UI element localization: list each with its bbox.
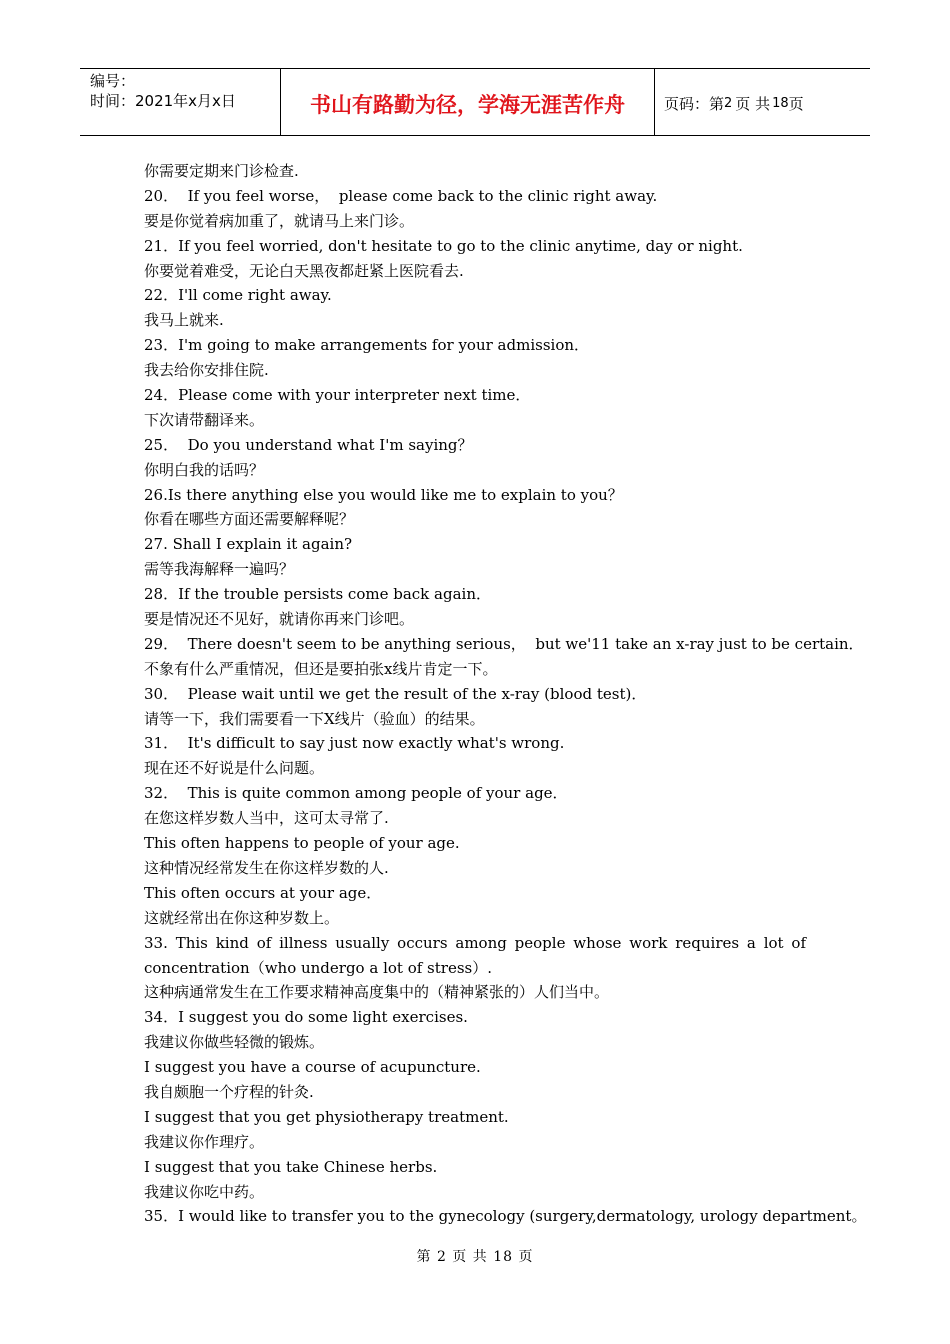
- text-line: 你明白我的话吗？: [144, 460, 265, 479]
- text-line: 34．I suggest you do some light exercises.: [144, 1008, 468, 1027]
- text-line: This often occurs at your age．: [144, 883, 382, 902]
- text-line: 要是你觉着病加重了，就请马上来门诊。: [144, 211, 415, 230]
- text-line: 我建议你做些轻微的锻炼。: [144, 1033, 325, 1052]
- text-line: 我马上就来.: [144, 311, 224, 330]
- text-line: 这种情况经常发生在你这样岁数的人.: [144, 858, 389, 877]
- text-line: 这种病通常发生在工作要求精神高度集中的（精神紧张的）人们当中。: [144, 983, 610, 1002]
- header-page-number: [655, 69, 870, 135]
- text-line: 33. This kind of illness usually occurs among people whose work requires a lot of: [144, 933, 806, 952]
- text-line: 32． This is quite common among people of your age．: [144, 784, 568, 803]
- page-current: 2: [724, 95, 733, 111]
- text-line: 23．I'm going to make arrangements for your admission．: [144, 336, 590, 355]
- page-header: [80, 68, 870, 136]
- text-line: concentration（who undergo a lot of stress）.: [144, 958, 492, 977]
- text-line: 你需要定期来门诊检查.: [144, 162, 299, 180]
- header-motto: 书山有路勤为径，学海无涯苦作舟: [281, 69, 655, 135]
- text-line: 不象有什么严重情况，但还是要拍张x线片肯定一下。: [144, 659, 498, 678]
- header-meta-cell: [80, 69, 281, 135]
- date-label: 时间：2021年x月x日: [90, 92, 236, 110]
- text-line: 30． Please wait until we get the result of the x-ray (blood test)．: [144, 684, 647, 703]
- page-total: 18: [772, 95, 789, 111]
- text-line: 24．Please come with your interpreter next time．: [144, 386, 531, 405]
- text-line: 27. Shall I explain it again?: [144, 535, 353, 554]
- text-line: 28．If the trouble persists come back again．: [144, 585, 491, 604]
- text-line: I suggest you have a course of acupuncture.: [144, 1058, 481, 1077]
- page-mid: 页 共: [735, 94, 771, 113]
- text-line: 这就经常出在你这种岁数上。: [144, 908, 340, 927]
- text-line: 我建议你吃中药。: [144, 1182, 265, 1201]
- text-line: 下次请带翻译来。: [144, 410, 265, 429]
- page-prefix: 页码：第: [664, 94, 725, 113]
- text-line: 我建议你作理疗。: [144, 1132, 265, 1151]
- text-line: 我自颇胞一个疗程的针灸.: [144, 1082, 314, 1101]
- text-line: 要是情况还不见好，就请你再来门诊吧。: [144, 610, 415, 629]
- code-label: 编号：: [90, 72, 136, 90]
- text-line: 需等我海解释一遍吗？: [144, 560, 295, 579]
- text-line: 25． Do you understand what I'm saying？: [144, 435, 473, 454]
- text-line: 我去给你安排住院.: [144, 361, 269, 380]
- text-line: 31． It's difficult to say just now exactly what's wrong.: [144, 734, 565, 753]
- text-line: 29． There doesn't seem to be anything serious， but we'11 take an x-ray just to be certain．: [144, 634, 864, 653]
- text-line: 21．If you feel worried, don't hesitate to go to the clinic anytime, day or night.: [144, 236, 743, 255]
- text-line: 35．I would like to transfer you to the gynecology (surgery,dermatology, urology department。: [144, 1207, 867, 1226]
- document-body: [144, 159, 867, 1229]
- text-line: 你看在哪些方面还需要解释呢？: [144, 510, 355, 529]
- text-line: 在您这样岁数人当中，这可太寻常了.: [144, 809, 389, 828]
- text-line: 现在还不好说是什么问题。: [144, 759, 325, 778]
- text-line: 你要觉着难受，无论白天黑夜都赶紧上医院看去.: [144, 261, 464, 280]
- text-line: 请等一下，我们需要看一下X线片（验血）的结果。: [144, 709, 485, 728]
- text-line: 26.Is there anything else you would like me to explain to you？: [144, 485, 623, 504]
- text-line: I suggest that you get physiotherapy treatment.: [144, 1107, 509, 1126]
- page-footer: 第 2 页 共 18 页: [416, 1249, 534, 1265]
- text-line: 22．I'll come right away.: [144, 286, 332, 305]
- page-suffix: 页: [788, 94, 804, 113]
- text-line: This often happens to people of your age.: [144, 834, 460, 853]
- text-line: I suggest that you take Chinese herbs.: [144, 1157, 438, 1176]
- text-line: 20． If you feel worse， please come back to the clinic right away.: [144, 186, 658, 205]
